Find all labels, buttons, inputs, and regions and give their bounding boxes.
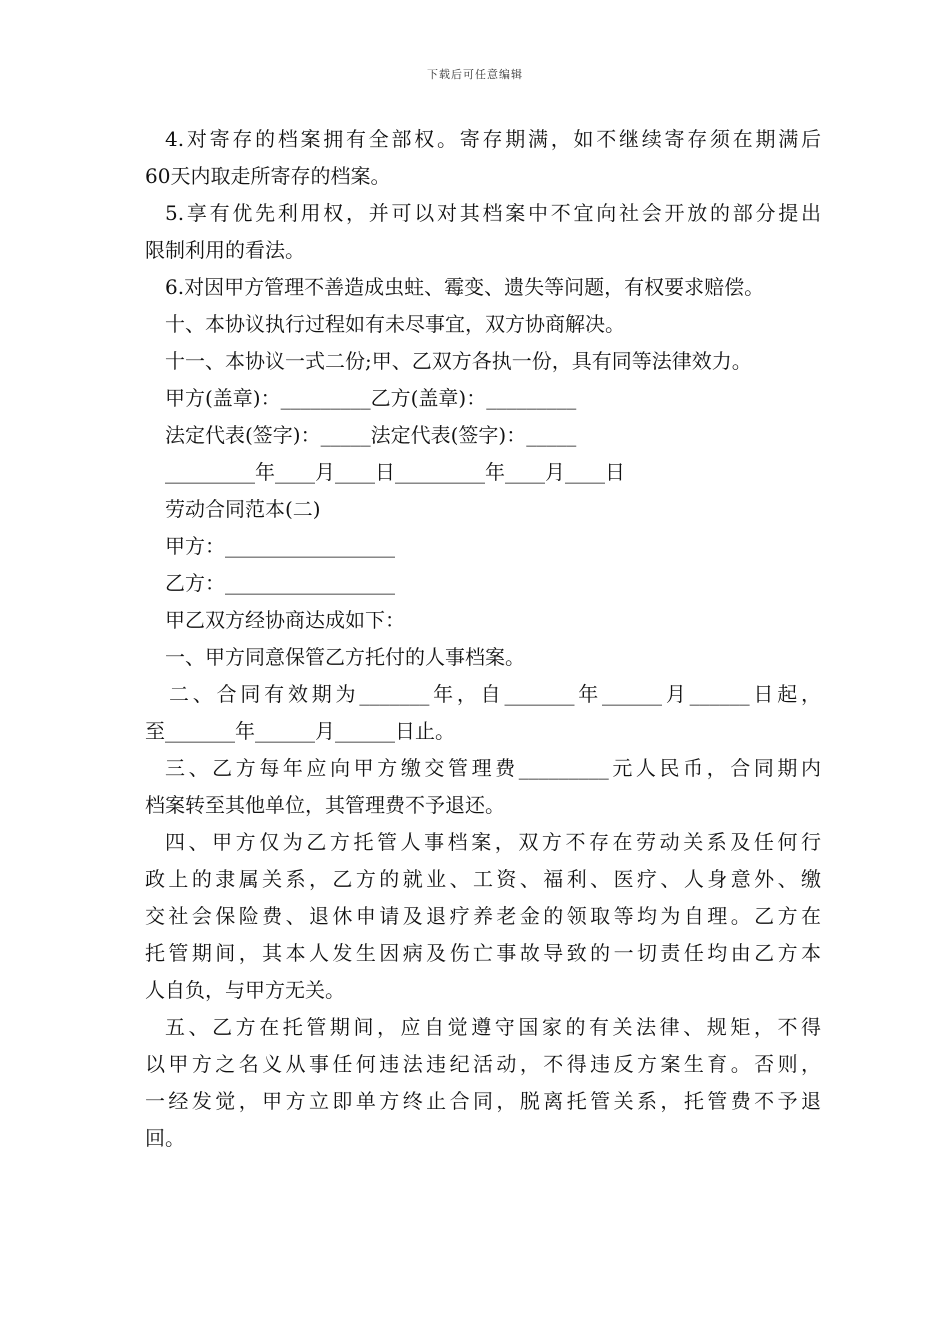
text-line: 三、乙方每年应向甲方缴交管理费_________元人民币，合同期内 — [165, 756, 821, 780]
text-line: 十一、本协议一式二份;甲、乙双方各执一份，具有同等法律效力。 — [165, 349, 752, 373]
text-line: 甲方：_________________ — [165, 534, 395, 558]
text-line: 5.享有优先利用权，并可以对其档案中不宜向社会开放的部分提出 — [165, 201, 821, 225]
text-line: 档案转至其他单位，其管理费不予退还。 — [145, 793, 505, 817]
text-line: _________年____月____日_________年____月____日 — [165, 460, 625, 484]
text-line: 二、合同有效期为_______年，自_______年______月______日起， — [169, 682, 821, 706]
text-line: 交社会保险费、退休申请及退疗养老金的领取等均为自理。乙方在 — [145, 904, 821, 928]
text-line: 一经发觉，甲方立即单方终止合同，脱离托管关系，托管费不予退 — [145, 1089, 821, 1113]
text-line: 十、本协议执行过程如有未尽事宜，双方协商解决。 — [165, 312, 625, 336]
text-line: 60天内取走所寄存的档案。 — [145, 164, 391, 188]
text-line: 人自负，与甲方无关。 — [145, 978, 345, 1002]
text-line: 限制利用的看法。 — [145, 238, 305, 262]
text-line: 一、甲方同意保管乙方托付的人事档案。 — [165, 645, 525, 669]
text-line: 甲方(盖章)：_________乙方(盖章)：_________ — [165, 386, 577, 410]
text-line: 四、甲方仅为乙方托管人事档案，双方不存在劳动关系及任何行 — [165, 830, 821, 854]
text-line: 回。 — [145, 1126, 185, 1150]
text-line: 托管期间，其本人发生因病及伤亡事故导致的一切责任均由乙方本 — [145, 941, 821, 965]
text-line: 劳动合同范本(二) — [165, 497, 321, 521]
text-line: 6.对因甲方管理不善造成虫蛀、霉变、遗失等问题，有权要求赔偿。 — [165, 275, 765, 299]
text-line: 政上的隶属关系，乙方的就业、工资、福利、医疗、人身意外、缴 — [145, 867, 821, 891]
page-header: 下载后可任意编辑 — [427, 68, 523, 81]
text-line: 乙方：_________________ — [165, 571, 395, 595]
document-body — [145, 121, 821, 1157]
text-line: 甲乙双方经协商达成如下： — [165, 608, 405, 632]
text-line: 以甲方之名义从事任何违法违纪活动，不得违反方案生育。否则， — [145, 1052, 821, 1076]
text-line: 五、乙方在托管期间，应自觉遵守国家的有关法律、规矩，不得 — [165, 1015, 821, 1039]
text-line: 至_______年______月______日止。 — [145, 719, 455, 743]
text-line: 4.对寄存的档案拥有全部权。寄存期满，如不继续寄存须在期满后 — [165, 127, 821, 151]
text-line: 法定代表(签字)：_____法定代表(签字)：_____ — [165, 423, 577, 447]
